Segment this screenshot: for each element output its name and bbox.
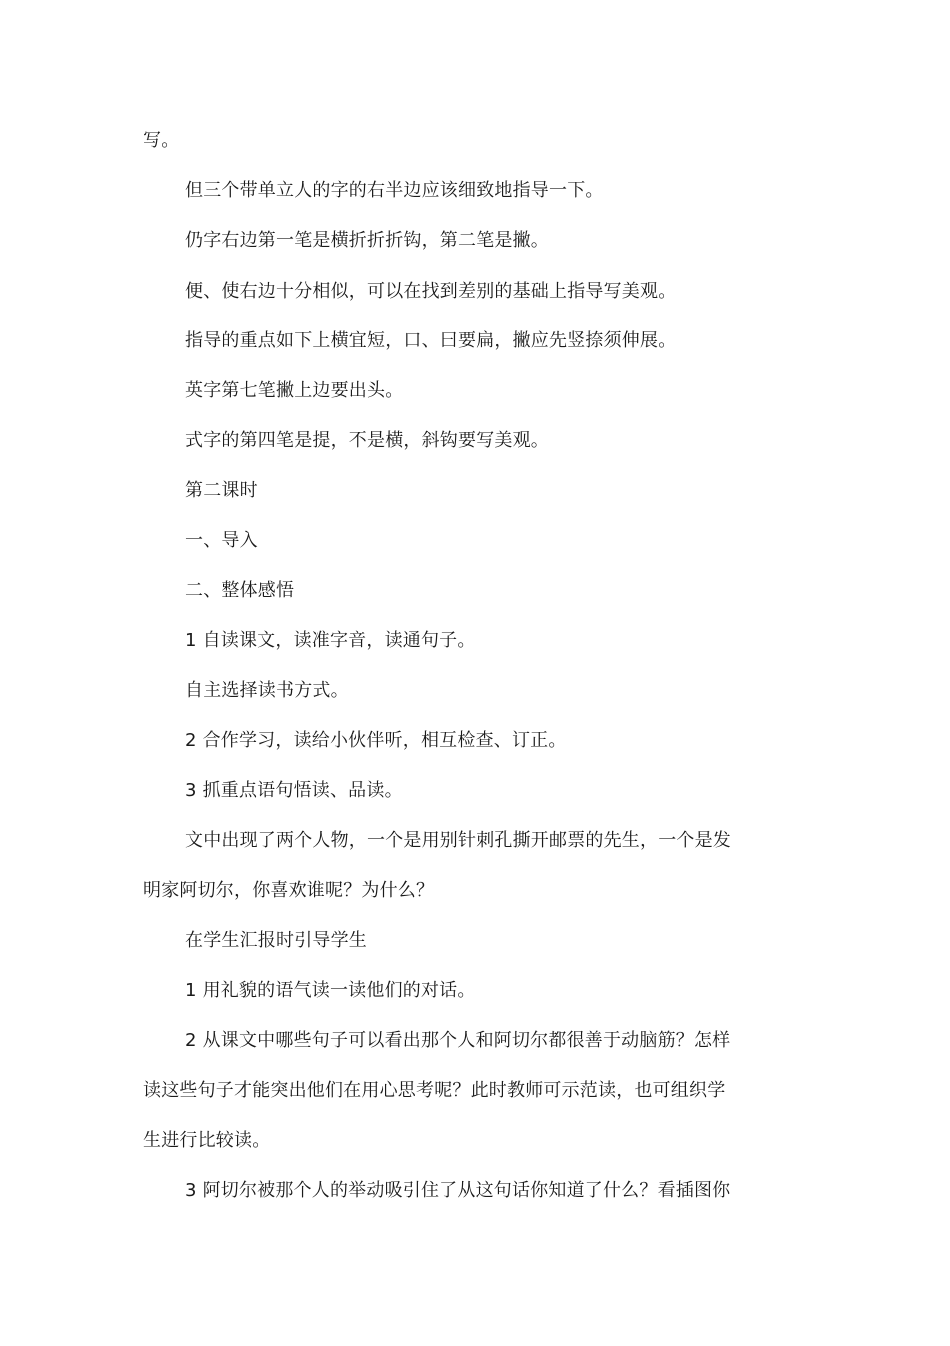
section-heading: 一、导入: [185, 530, 258, 551]
text-line: 1 自读课文，读准字音，读通句子。: [185, 630, 476, 651]
section-heading: 二、整体感悟: [185, 580, 295, 601]
text-line: 1 用礼貌的语气读一读他们的对话。: [185, 980, 476, 1001]
text-line: 3 阿切尔被那个人的举动吸引住了从这句话你知道了什么？看插图你: [185, 1180, 731, 1201]
text-line: 但三个带单立人的字的右半边应该细致地指导一下。: [185, 180, 604, 201]
text-line: 英字第七笔撇上边要出头。: [185, 380, 404, 401]
text-line: 明家阿切尔，你喜欢谁呢？为什么？: [143, 880, 435, 901]
text-line: 文中出现了两个人物，一个是用别针刺孔撕开邮票的先生，一个是发: [185, 830, 731, 851]
text-line: 式字的第四笔是提，不是横，斜钩要写美观。: [185, 430, 549, 451]
text-line: 便、使右边十分相似，可以在找到差别的基础上指导写美观。: [185, 281, 677, 302]
text-line: 指导的重点如下上横宜短，口、曰要扁，撇应先竖捺须伸展。: [185, 330, 677, 351]
text-line: 仍字右边第一笔是横折折折钩，第二笔是撇。: [185, 230, 549, 251]
text-line: 在学生汇报时引导学生: [185, 930, 367, 951]
text-line: 写。: [143, 130, 180, 151]
text-line: 生进行比较读。: [143, 1130, 271, 1151]
section-heading: 第二课时: [185, 480, 258, 501]
text-line: 3 抓重点语句悟读、品读。: [185, 780, 403, 801]
text-line: 自主选择读书方式。: [185, 680, 349, 701]
text-line: 2 从课文中哪些句子可以看出那个人和阿切尔都很善于动脑筋？怎样: [185, 1030, 731, 1051]
text-line: 2 合作学习，读给小伙伴听，相互检查、订正。: [185, 730, 567, 751]
text-line: 读这些句子才能突出他们在用心思考呢？此时教师可示范读，也可组织学: [143, 1080, 726, 1101]
